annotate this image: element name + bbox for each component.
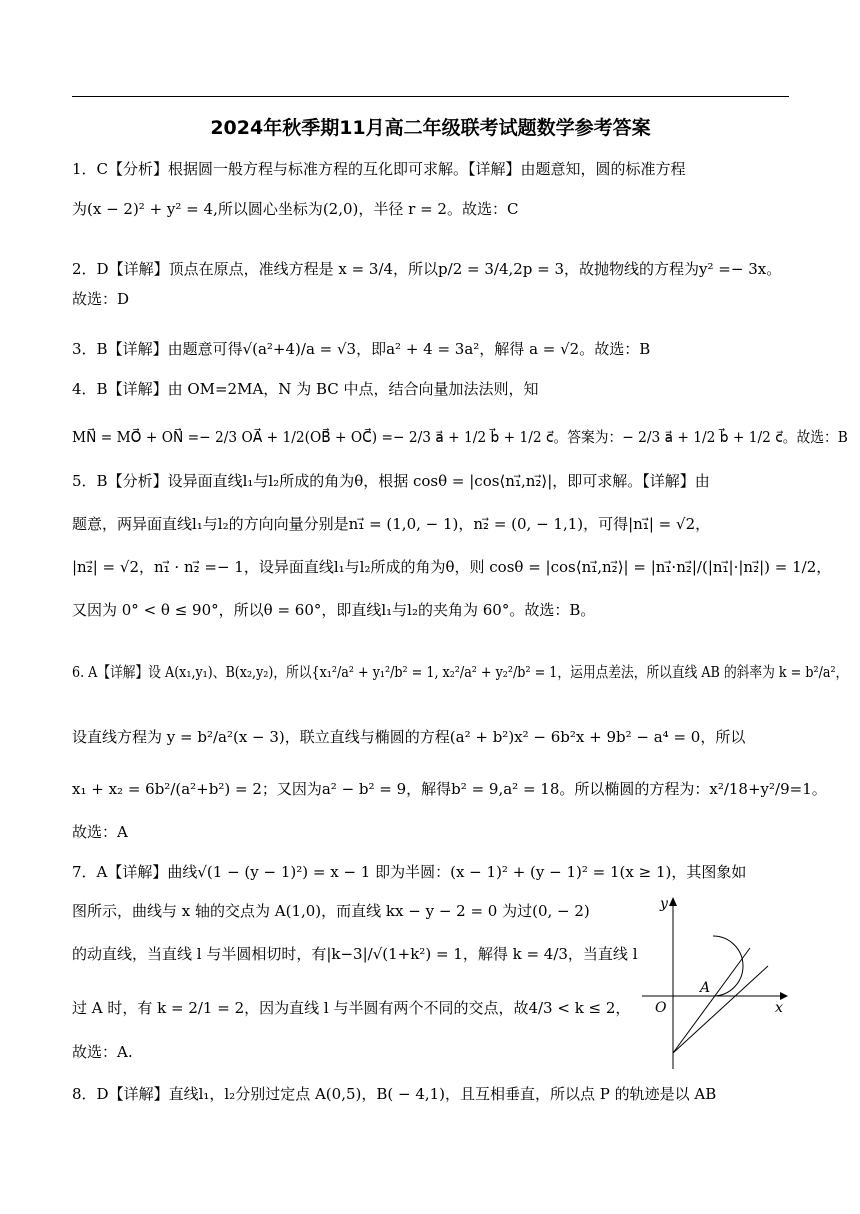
- origin-label: O: [655, 1000, 667, 1016]
- answer-line: 2．D【详解】顶点在原点，准线方程是 x = 3/4，所以p/2 = 3/4,2p = 3，故抛物线的方程为y² =− 3x。: [72, 260, 782, 278]
- answer-line: 的动直线，当直线 l 与半圆相切时，有|k−3|/√(1+k²) = 1，解得 k = 4/3，当直线 l: [72, 945, 638, 963]
- axis-x-label: x: [775, 1000, 783, 1016]
- semicircle-figure: [640, 893, 790, 1073]
- y-axis-arrow: [669, 897, 677, 906]
- semicircle-curve: [713, 936, 743, 996]
- point-a-label: A: [700, 980, 711, 996]
- answer-line: 设直线方程为 y = b²/a²(x − 3)，联立直线与椭圆的方程(a² + b²)x² − 6b²x + 9b² − a⁴ = 0，所以: [72, 728, 746, 746]
- page-title: 2024年秋季期11月高二年级联考试题数学参考答案: [210, 117, 651, 139]
- answer-line: 故选：A.: [72, 1043, 133, 1061]
- answer-line: 故选：D: [72, 290, 130, 308]
- x-axis-arrow: [780, 992, 788, 1000]
- answer-line: 3．B【详解】由题意可得√(a²+4)/a = √3，即a² + 4 = 3a²，解得 a = √2。故选：B: [72, 340, 651, 358]
- answer-line: 7．A【详解】曲线√(1 − (y − 1)²) = x − 1 即为半圆：(x − 1)² + (y − 1)² = 1(x ≥ 1)，其图象如: [72, 863, 747, 881]
- answer-line: 图所示，曲线与 x 轴的交点为 A(1,0)，而直线 kx − y − 2 = 0 为过(0, − 2): [72, 902, 590, 920]
- tangent-line: [673, 948, 750, 1053]
- answer-line: 又因为 0° < θ ≤ 90°，所以θ = 60°，即直线l₁与l₂的夹角为 60°。故选：B。: [72, 601, 596, 619]
- answer-line: 4．B【详解】由 OM=2MA，N 为 BC 中点，结合向量加法法则，知: [72, 380, 539, 398]
- axis-y-label: y: [660, 896, 668, 912]
- top-rule: [72, 96, 789, 97]
- answer-line: |n₂⃗| = √2，n₁⃗ · n₂⃗ =− 1，设异面直线l₁与l₂所成的角为θ，则 cosθ = |cos⟨n₁⃗,n₂⃗⟩| = |n₁⃗·n₂⃗|/(|n₁⃗|·|n₂⃗|) = 1/2，: [72, 558, 832, 576]
- answer-line: 6. A【详解】设 A(x₁,y₁)、B(x₂,y₂)，所以{x₁²/a² + y₁²/b² = 1, x₂²/a² + y₂²/b² = 1，运用点差法，所以直线 AB 的斜率为 k = b²/a²，: [72, 663, 849, 681]
- answer-line: 1．C【分析】根据圆一般方程与标准方程的互化即可求解。【详解】由题意知，圆的标准方程: [72, 160, 686, 178]
- answer-line: x₁ + x₂ = 6b²/(a²+b²) = 2；又因为a² − b² = 9，解得b² = 9,a² = 18。所以椭圆的方程为：x²/18+y²/9=1。: [72, 780, 827, 798]
- answer-line: 过 A 时，有 k = 2/1 = 2，因为直线 l 与半圆有两个不同的交点，故4/3 < k ≤ 2，: [72, 999, 631, 1017]
- secant-line: [673, 966, 768, 1053]
- answer-line: 8．D【详解】直线l₁，l₂分别过定点 A(0,5)，B( − 4,1)，且互相垂直，所以点 P 的轨迹是以 AB: [72, 1085, 717, 1103]
- answer-line: MN⃗ = MO⃗ + ON⃗ =− 2/3 OA⃗ + 1/2(OB⃗ + OC⃗) =− 2/3 a⃗ + 1/2 b⃗ + 1/2 c⃗。答案为：− 2/3 a⃗ + 1/2 b⃗ + 1/2 c⃗。故选：B: [72, 428, 848, 446]
- answer-line: 为(x − 2)² + y² = 4,所以圆心坐标为(2,0)，半径 r = 2。故选：C: [72, 200, 519, 218]
- answer-line: 5．B【分析】设异面直线l₁与l₂所成的角为θ，根据 cosθ = |cos⟨n₁⃗,n₂⃗⟩|，即可求解。【详解】由: [72, 472, 710, 490]
- answer-line: 故选：A: [72, 823, 128, 841]
- answer-line: 题意，两异面直线l₁与l₂的方向向量分别是n₁⃗ = (1,0, − 1)，n₂⃗ = (0, − 1,1)，可得|n₁⃗| = √2，: [72, 515, 711, 533]
